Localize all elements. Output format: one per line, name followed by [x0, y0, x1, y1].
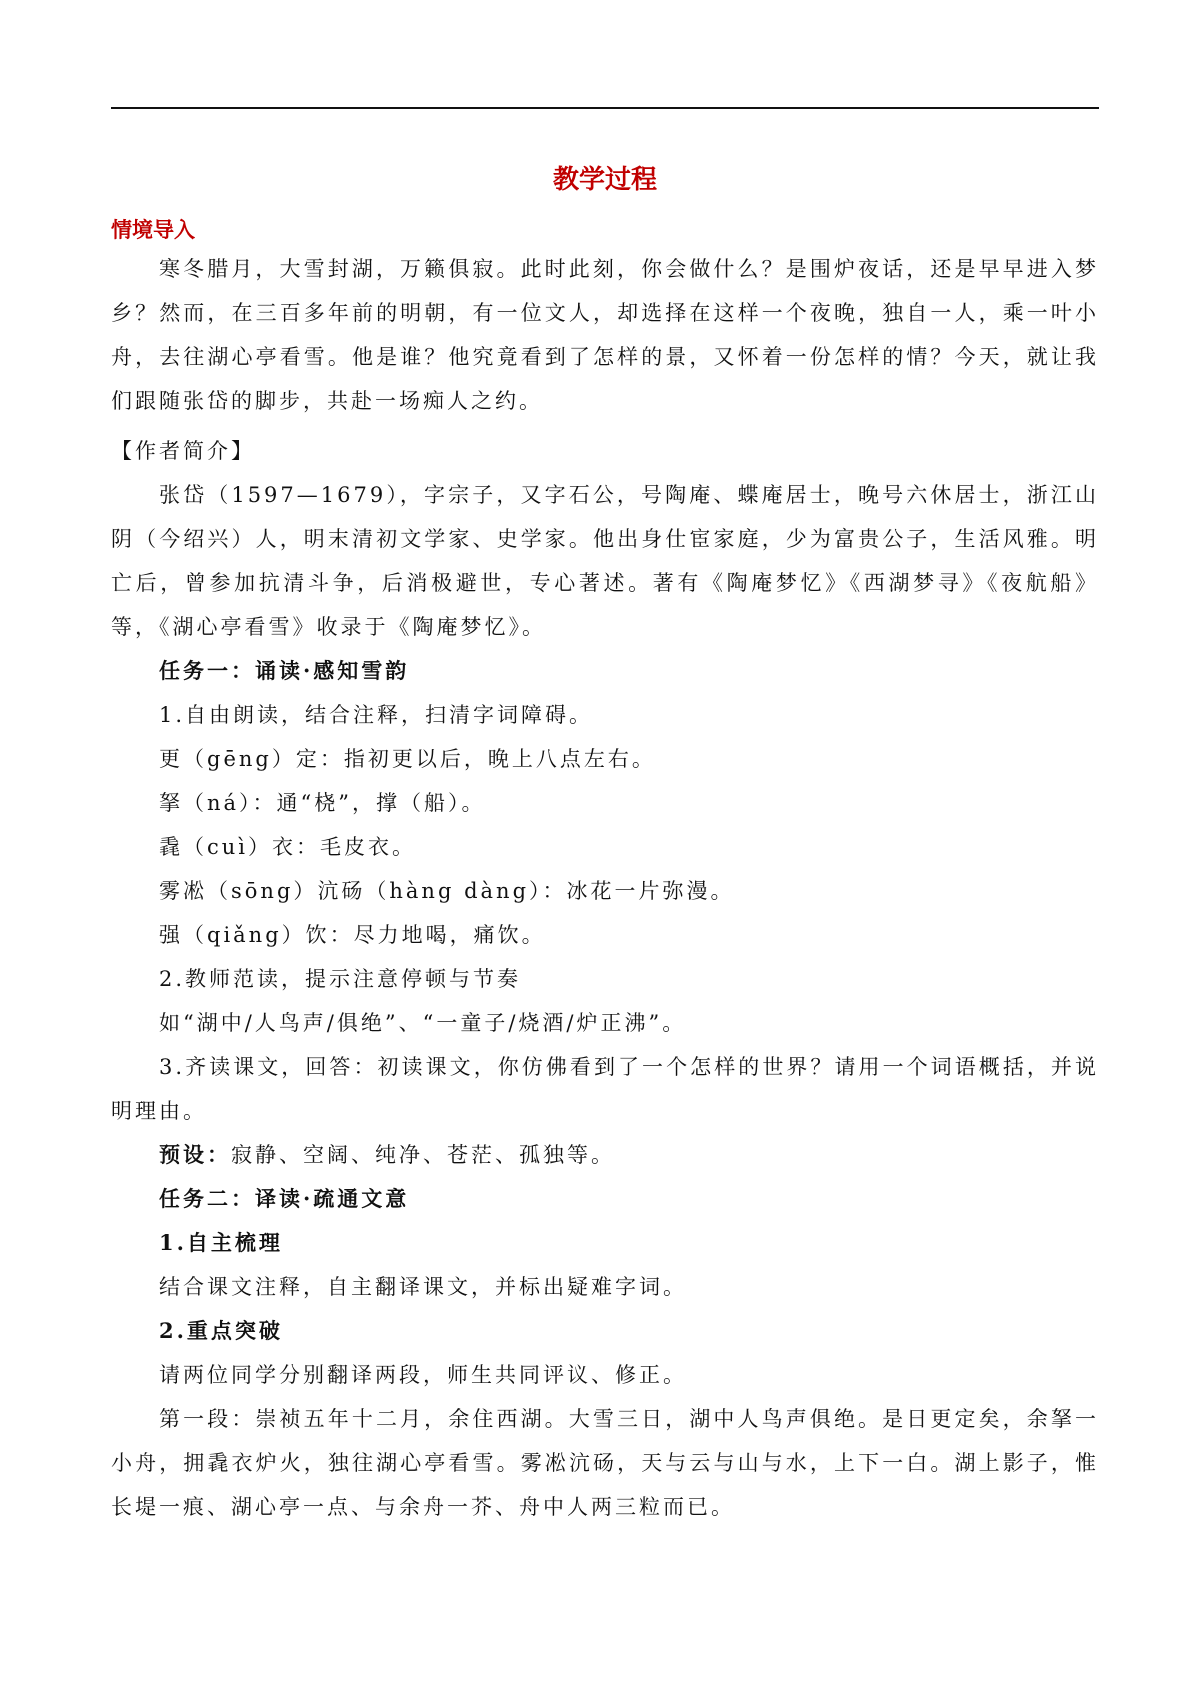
task2-sub2: 2.重点突破	[159, 1318, 283, 1343]
task1-example: 如“湖中/人鸟声/俱绝”、“一童子/烧酒/炉正沸”。	[159, 1011, 687, 1035]
vocab-item: 强（qiǎng）饮：尽力地喝，痛饮。	[159, 923, 546, 947]
translation-paragraph-1: 第一段：崇祯五年十二月，余住西湖。大雪三日，湖中人鸟声俱绝。是日更定矣，余拏一小舟，拥毳衣炉火，独往湖心亭看雪。雾凇沆砀，天与云与山与水，上下一白。湖上影子，惟长堤一痕、湖心亭一点、与余舟一芥、舟中人两三粒而已。	[111, 1407, 1099, 1519]
task2-sub1-text: 结合课文注释，自主翻译课文，并标出疑难字词。	[159, 1275, 687, 1299]
vocab-item: 毳（cuì）衣：毛皮衣。	[159, 835, 417, 859]
task1-step3: 3.齐读课文，回答：初读课文，你仿佛看到了一个怎样的世界？请用一个词语概括，并说明理由。	[111, 1055, 1099, 1123]
author-heading: 【作者简介】	[111, 439, 255, 463]
task1-preset	[111, 1133, 1099, 1177]
task1-step2: 2.教师范读，提示注意停顿与节奏	[159, 967, 522, 991]
vocab-item: 拏（ná）：通“桡”，撑（船）。	[159, 791, 486, 815]
preset-label: 预设：	[159, 1142, 231, 1167]
task2-heading: 任务二：译读·疏通文意	[159, 1186, 410, 1211]
vocab-item: 更（gēng）定：指初更以后，晚上八点左右。	[159, 747, 656, 771]
page-title: 教学过程	[552, 165, 657, 195]
task1-step1: 1.自由朗读，结合注释，扫清字词障碍。	[159, 703, 594, 727]
preset-text: 寂静、空阔、纯净、苍茫、孤独等。	[231, 1143, 615, 1167]
document-body	[111, 155, 1099, 1529]
author-paragraph: 张岱（1597—1679），字宗子，又字石公，号陶庵、蝶庵居士，晚号六休居士，浙江山阴（今绍兴）人，明末清初文学家、史学家。他出身仕宦家庭，少为富贵公子，生活风雅。明亡后，曾参加抗清斗争，后消极避世，专心著述。著有《陶庵梦忆》《西湖梦寻》《夜航船》等，《湖心亭看雪》收录于《陶庵梦忆》。	[111, 483, 1099, 639]
task2-sub1: 1.自主梳理	[159, 1230, 283, 1255]
task1-heading: 任务一：诵读·感知雪韵	[159, 658, 410, 683]
header-rule	[111, 107, 1099, 109]
task2-sub2-text: 请两位同学分别翻译两段，师生共同评议、修正。	[159, 1363, 687, 1387]
intro-paragraph: 寒冬腊月，大雪封湖，万籁俱寂。此时此刻，你会做什么？是围炉夜话，还是早早进入梦乡？然而，在三百多年前的明朝，有一位文人，却选择在这样一个夜晚，独自一人，乘一叶小舟，去往湖心亭看雪。他是谁？他究竟看到了怎样的景，又怀着一份怎样的情？今天，就让我们跟随张岱的脚步，共赴一场痴人之约。	[111, 257, 1099, 413]
vocab-item: 雾凇（sōng）沆砀（hàng dàng）：冰花一片弥漫。	[159, 879, 735, 903]
section-heading-intro: 情境导入	[111, 218, 195, 242]
